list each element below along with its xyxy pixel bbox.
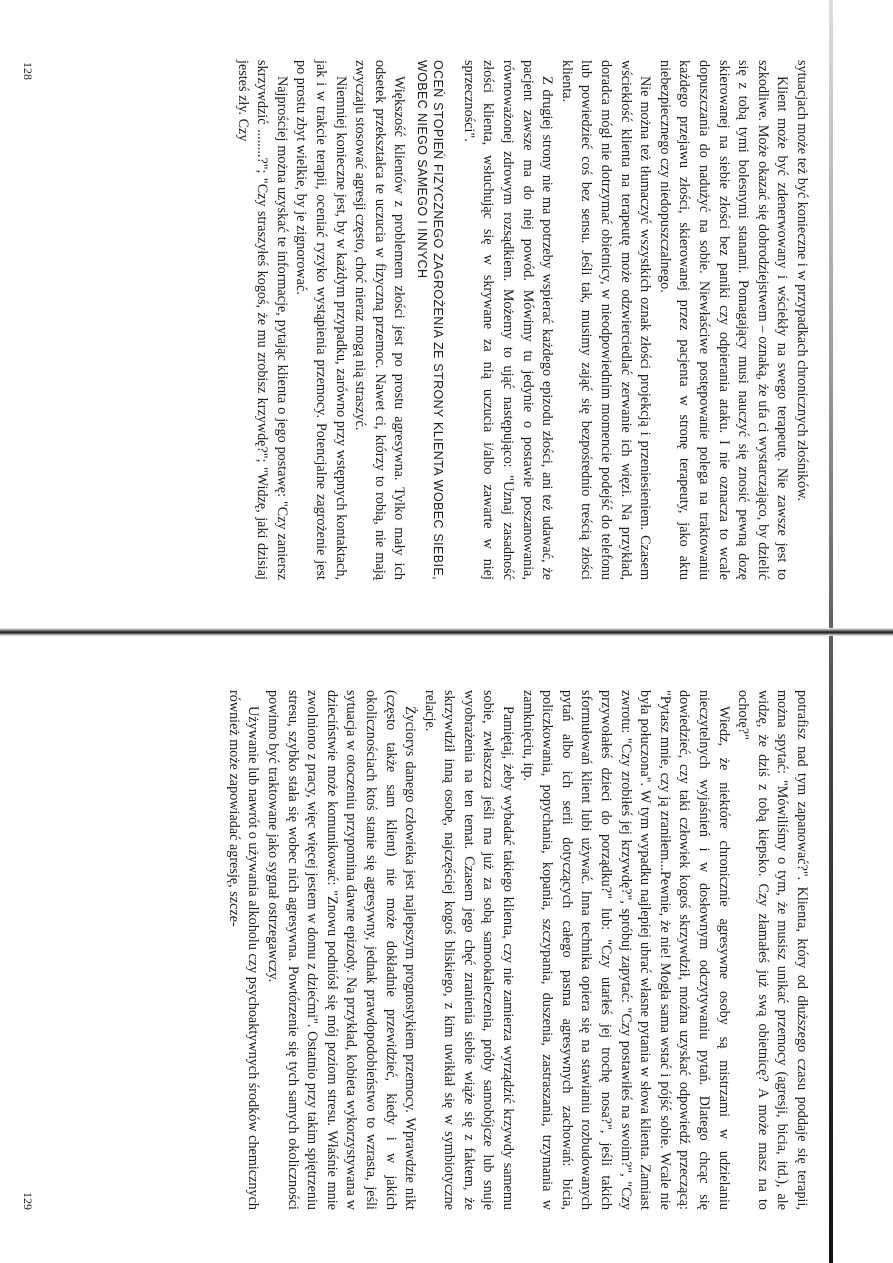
paragraph: potrafisz nad tym zapanować?". Klienta, który od dłuższego czasu poddaje się terapii, można spytać: "Mówiliśmy o tym, że musisz unikać przemocy (agresji, bicia, itd.), ale widzę, że dziś z tobą kiepsko. Czy złamałeś już swą obietnicę? A może masz na to ochotę?" [735, 690, 810, 1210]
paragraph: Wiedz, że niektóre chronicznie agresywne osoby są mistrzami w udzielaniu nieczytelnych wyjaśnień i w dosłownym odczytywaniu pytań. Dlatego chcąc się dowiedzieć, czy taki człowiek kogoś skrzywdził, można uzyskać odpowiedź przeczącą: "Pytasz mnie, czy ją zraniłem...Pewnie, że nie! Mogła sama wstać i pójść sobie. Wcale nie była połuczona". W tym wypadku najlepiej ubrać własne pytania w słowa klienta. Zamiast zwrotu: "Czy zrobiłeś jej krzywdę?", spróbuj zapytać: "Czy postawiłeś na swoim?", "Czy przywołałeś dzieci do porządku?" lub: "Czy utarłeś jej trochę nosa?", jeśli takich sformułowań klient lubi używać. Inna technika opiera się na stawianiu rozbudowanych pytań albo ich serii dotyczących całego pasma agresywnych zachowań: bicia, policzkowania, popychania, kopania, szczypania, duszenia, zastraszania, trzymania w zamknięciu, itp. [519, 690, 732, 1210]
right-page [0, 632, 893, 1263]
left-page [0, 0, 893, 631]
paragraph: Życiorys danego człowieka jest najlepszym prognostykiem przemocy. Wprawdzie nikt (często także sam klient) nie może dokładnie przewidzieć, kiedy i w jakich okolicznościach ktoś stanie się agresywny, jednak prawdopodobieństwo to wzrasta, jeśli sytuacja w otoczeniu przypomina dawne epizody. Na przykład, kobieta wykorzystywana w dzieciństwie może komunikować: "Znowu podniósł się mój poziom stresu. Właśnie mnie zwolniono z pracy, więc więcej jestem w domu z dziećmi". Ostatnio przy takim spiętrzeniu stresu, szybko stała się wobec nich agresywna. Powtórzenie się tych samych okoliczności powinno być traktowane jako sygnał ostrzegawczy. [264, 690, 419, 1210]
paragraph: Najprościej można uzyskać te informacje, pytając klienta o jego postawę: "Czy zaniersz skrzywdzić ........?"; "Czy straszyłeś kogoś, że mu zrobisz krzywdę?"; "Widzę, jaki dzisiaj jesteś zły. Czy [234, 60, 290, 580]
paragraph: Nie można też tłumaczyć wszystkich oznak złości projekcją i przeniesieniem. Czasem wściekłość klienta na terapeutę może odzwierciedlać zerwanie ich więzi. Na przykład, doradca mógł nie dotrzymać obietnicy, w nieodpowiednim momencie podejść do telefonu lub powiedzieć coś bez sensu. Jeśli tak, musimy zająć się bezpośrednio treścią złości klienta. [558, 60, 654, 580]
section-heading: OCEŃ STOPIEŃ FIZYCZNEGO ZAGROŻENIA ZE STRONY KLIENTA WOBEC SIEBIE, WOBEC NIEGO SAMEGO I INNYCH [415, 60, 446, 580]
left-page-text [232, 60, 811, 580]
page-number: 128 [21, 62, 35, 80]
paragraph: Używanie lub nawrót o używania alkoholu czy psychoaktywnych środków chemicznych również może zapowiadać agresję, szcze- [225, 690, 262, 1210]
right-page-text [223, 690, 811, 1210]
paragraph: Z drugiej strony nie ma potrzeby wspierać każdego epizodu złości, ani też udawać, że pacjent zawsze ma do niej powód. Mówimy tu jedynie o postawie poszanowania, równoważonej zdrowym rozsądkiem. Możemy to ująć następująco: "Uznaj zasadność złości klienta, wsłuchując się w skrywane za nią uczucia i/albo zawarte w niej sprzeczności". [460, 60, 556, 580]
paragraph: Większość klientów z problemem złości jest po prostu agresywna. Tylko mały ich odsetek przekształca te uczucia w fizyczną przemoc. Nawet ci, którzy to robią, nie mają zwyczaju stosować agresji często, choć nieraz mogą nią straszyć. [352, 60, 408, 580]
paragraph: sytuacjach może też być konieczne i w przypadkach chronicznych złośników. [794, 60, 810, 502]
page-number: 129 [21, 1192, 35, 1210]
paragraph: Pamiętaj, żeby wybadać takiego klienta, czy nie zamierza wyrządzić krzywdy samemu sobie, zwłaszcza jeśli ma już za sobą samookaleczenia, próby samobójcze lub snuje wyobrażenia na ten temat. Czasem jego chęć zranienia siebie wiąże się z faktem, że skrzywdził inną osobę, najczęściej kogoś bliskiego, z kim uwikłał się w symbiotyczne relacje. [421, 690, 517, 1210]
paragraph: Klient może być zdenerwowany i wściekły na swego terapeutę. Nie zawsze jest to szkodliwe. Może okazać się dobrodziejstwem – oznaką, że ufa ci wystarczająco, by dzielić się z tobą tymi bolesnymi stanami. Pomagający musi nauczyć się znosić pewną dozę skierowanej na siebie złości bez paniki czy odpierania ataku. I nie oznacza to wcale dopuszczania do nadużyć na sobie. Niewłaściwe postępowanie polega na traktowaniu każdego przejawu złości, skierowanej przez pacjenta w stronę terapeuty, jako aktu niebezpiecznego czy niedopuszczalnego. [656, 60, 791, 580]
paragraph: Niemniej konieczne jest, by w każdym przypadku, zarówno przy wstępnych kontaktach, jak i w trakcie terapii, oceniać ryzyko wystąpienia przemocy. Potencjalne zagrożenie jest po prostu zbyt wielkie, by je zignorować. [293, 60, 349, 580]
